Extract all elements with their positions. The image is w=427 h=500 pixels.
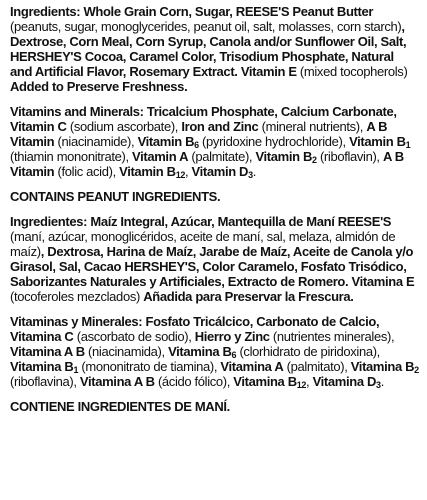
text-run: Ingredients: Whole Grain Corn, Sugar, REESE'S Peanut Butter [10, 4, 374, 19]
text-run: (pyridoxine hydrochloride), [198, 134, 350, 149]
text-run: , [306, 374, 313, 389]
text-run: (riboflavina), [10, 374, 80, 389]
text-run: Vitamina B [168, 344, 232, 359]
vitamins-minerals-english [10, 104, 419, 179]
text-run: (niacinamida), [84, 344, 169, 359]
text-run: , [185, 164, 192, 179]
ingredients-english [10, 4, 419, 94]
text-run: (mixed tocopherols) [296, 64, 408, 79]
text-run: , Dextrosa, Harina de Maíz, Jarabe de Maíz, Aceite de Canola y/o Girasol, Sal, Cacao HERSHEY'S, Color Caramelo, Fosfato Trisódico, Saborizantes Naturales y Artificiales, Extracto de Romero. Vitamina E [10, 244, 415, 289]
text-run: Vitamina A B [79, 374, 155, 389]
text-run: A B Vitamin [10, 119, 388, 149]
subscript-text: 6 [194, 140, 199, 150]
allergen-statement-english: CONTAINS PEANUT INGREDIENTS. [10, 189, 221, 204]
text-run: A B Vitamin [10, 149, 404, 179]
text-run: Added to Preserve Freshness. [10, 79, 188, 94]
ingredients-spanish [10, 214, 419, 304]
subscript-text: 1 [73, 365, 79, 375]
subscript-text: 2 [414, 365, 419, 375]
text-run: Ingredientes: Maíz Integral, Azúcar, Mantequilla de Maní REESE'S [10, 214, 392, 229]
text-run: , Dextrose, Corn Meal, Corn Syrup, Canola and/or Sunflower Oil, Salt, HERSHEY'S Cocoa, Caramel Color, Trisodium Phosphate, Natural and Artificial Flavor, Rosemary Extract. Vitamin E [10, 19, 407, 79]
subscript-text: 3 [376, 380, 381, 390]
text-run: Vitamina D [312, 374, 377, 389]
text-run: (maní, azúcar, monoglicéridos, aceite de maní, sal, melaza, almidón de maíz) [10, 229, 396, 259]
text-run: (peanuts, sugar, monoglycerides, peanut oil, salt, molasses, corn starch) [10, 19, 402, 34]
text-run: Vitamin B [255, 149, 313, 164]
text-run: (palmitate), [188, 149, 256, 164]
text-run: (clorhidrato de piridoxina), [236, 344, 380, 359]
subscript-text: 1 [405, 140, 411, 150]
subscript-text: 12 [175, 170, 185, 180]
text-run: (folic acid), [54, 164, 120, 179]
text-run: (palmitato), [283, 359, 351, 374]
text-run: Vitamin B [119, 164, 176, 179]
text-run: . [252, 164, 257, 179]
text-run: Vitamina A B [10, 344, 85, 359]
text-run: Vitamin B [137, 134, 195, 149]
text-run: Hierro y Zinc [194, 329, 270, 344]
vitamins-minerals-spanish [10, 314, 419, 389]
text-run: Añadida para Preservar la Frescura. [143, 289, 354, 304]
text-run: (tocoferoles mezclados) [10, 289, 144, 304]
text-run: (riboflavin), [316, 149, 383, 164]
text-run: Vitamin B [349, 134, 406, 149]
text-run: (thiamin mononitrate), [10, 149, 133, 164]
text-run: Vitamin D [191, 164, 249, 179]
text-run: (ascorbato de sodio), [73, 329, 195, 344]
subscript-text: 6 [231, 350, 237, 360]
text-run: Vitamina B [350, 359, 415, 374]
text-run: . [380, 374, 384, 389]
text-run: (niacinamide), [54, 134, 138, 149]
text-run: (ácido fólico), [154, 374, 234, 389]
subscript-text: 3 [248, 170, 253, 180]
text-run: Vitamina A [220, 359, 284, 374]
text-run: Vitaminas y Minerales: Fosfato Tricálcico, Carbonato de Calcio, Vitamina C [10, 314, 380, 344]
text-run: Vitamin A [132, 149, 189, 164]
subscript-text: 2 [312, 155, 317, 165]
text-run: Iron and Zinc [181, 119, 259, 134]
text-run: Vitamins and Minerals: Tricalcium Phosphate, Calcium Carbonate, Vitamin C [10, 104, 397, 134]
text-run: (mononitrato de tiamina), [78, 359, 221, 374]
text-run: Vitamina B [10, 359, 74, 374]
text-run: (mineral nutrients), [258, 119, 367, 134]
text-run: (sodium ascorbate), [66, 119, 182, 134]
text-run: Vitamina B [233, 374, 297, 389]
allergen-statement-spanish: CONTIENE INGREDIENTES DE MANÍ. [10, 399, 230, 414]
subscript-text: 12 [296, 380, 307, 390]
text-run: (nutrientes minerales), [269, 329, 395, 344]
